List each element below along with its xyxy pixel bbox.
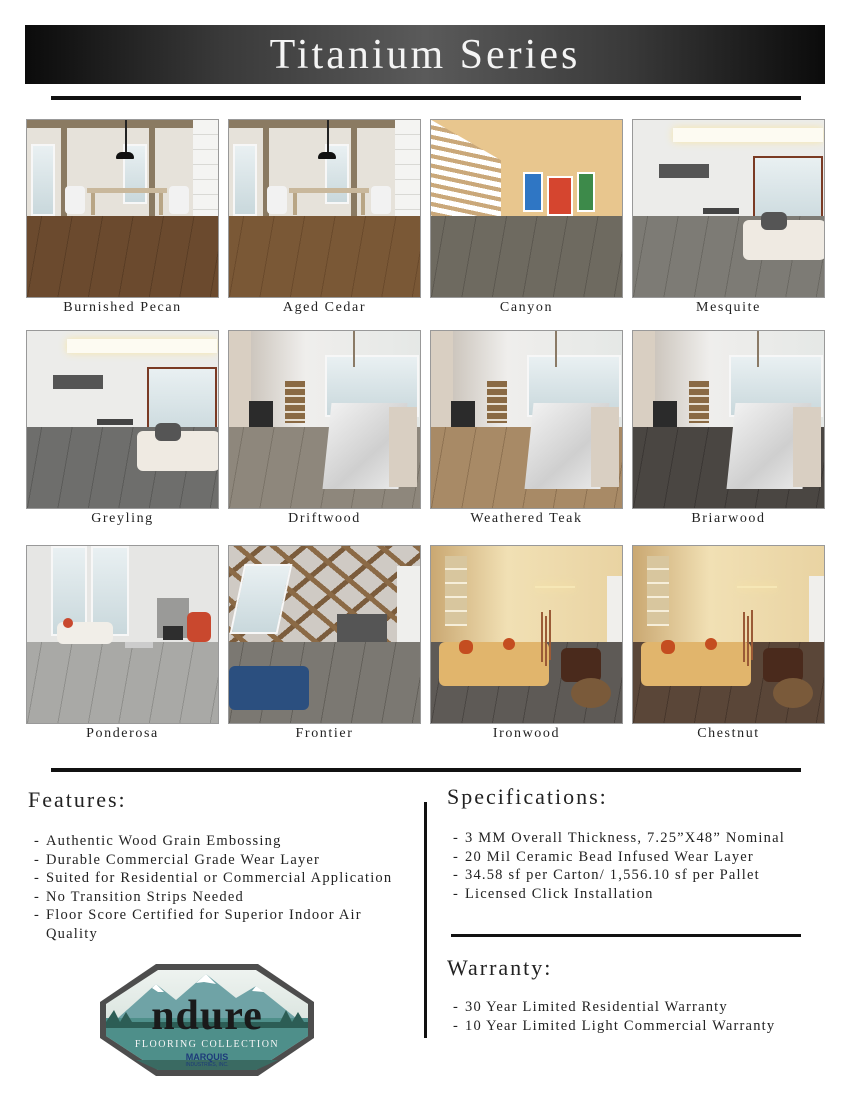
logo-tagline: FLOORING COLLECTION [134, 1039, 280, 1050]
product-swatch [430, 119, 623, 316]
logo-maker: MARQUIS [185, 1052, 229, 1062]
room-photo [632, 119, 825, 298]
top-divider [51, 96, 801, 100]
logo-maker-sub: INDUSTRIES, INC. [185, 1062, 229, 1068]
product-swatch [632, 119, 825, 316]
product-swatch [228, 545, 421, 742]
column-divider [424, 802, 427, 1038]
product-swatch [26, 545, 219, 742]
room-photo [228, 545, 421, 724]
product-name: Greyling [91, 511, 154, 526]
list-item: - 30 Year Limited Residential Warranty [453, 998, 843, 1017]
product-name: Mesquite [696, 300, 761, 315]
warranty-list [453, 998, 843, 1035]
list-item: - Authentic Wood Grain Embossing [34, 832, 404, 851]
room-photo [430, 119, 623, 298]
product-name: Ponderosa [86, 726, 159, 741]
room-photo [26, 330, 219, 509]
list-item: - 34.58 sf per Carton/ 1,556.10 sf per Pallet [453, 866, 843, 885]
warranty-divider [451, 934, 801, 937]
product-name: Burnished Pecan [63, 300, 182, 315]
specifications-heading: Specifications: [447, 784, 608, 809]
product-name: Frontier [295, 726, 354, 741]
room-photo [228, 119, 421, 298]
room-photo [26, 119, 219, 298]
warranty-heading: Warranty: [447, 955, 553, 980]
product-swatch [26, 330, 219, 527]
middle-divider [51, 768, 801, 772]
room-photo [430, 545, 623, 724]
list-item: - Floor Score Certified for Superior Indoor Air Quality [34, 906, 404, 943]
product-name: Weathered Teak [470, 511, 583, 526]
product-swatch [632, 330, 825, 527]
product-name: Ironwood [492, 726, 561, 741]
product-name: Driftwood [288, 511, 361, 526]
product-name: Canyon [499, 300, 554, 315]
product-name: Aged Cedar [282, 300, 367, 315]
product-swatch [632, 545, 825, 742]
list-item: - Licensed Click Installation [453, 885, 843, 904]
title-banner [25, 25, 825, 84]
product-swatch [228, 119, 421, 316]
product-swatch [430, 545, 623, 742]
page-title: Titanium Series [269, 31, 581, 78]
room-photo [632, 330, 825, 509]
product-swatch [228, 330, 421, 527]
list-item: - No Transition Strips Needed [34, 888, 404, 907]
list-item: - 3 MM Overall Thickness, 7.25”X48” Nominal [453, 829, 843, 848]
room-photo [26, 545, 219, 724]
product-swatch [26, 119, 219, 316]
product-swatch [430, 330, 623, 527]
room-photo [632, 545, 825, 724]
ndure-logo [96, 962, 318, 1078]
room-photo [228, 330, 421, 509]
logo-brand: ndure [151, 993, 263, 1039]
list-item: - Durable Commercial Grade Wear Layer [34, 851, 404, 870]
product-name: Chestnut [697, 726, 760, 741]
list-item: - 10 Year Limited Light Commercial Warranty [453, 1017, 843, 1036]
list-item: - Suited for Residential or Commercial Application [34, 869, 404, 888]
features-heading: Features: [28, 787, 127, 812]
list-item: - 20 Mil Ceramic Bead Infused Wear Layer [453, 848, 843, 867]
features-list [34, 832, 404, 943]
specifications-list [453, 829, 843, 903]
room-photo [430, 330, 623, 509]
product-name: Briarwood [691, 511, 766, 526]
